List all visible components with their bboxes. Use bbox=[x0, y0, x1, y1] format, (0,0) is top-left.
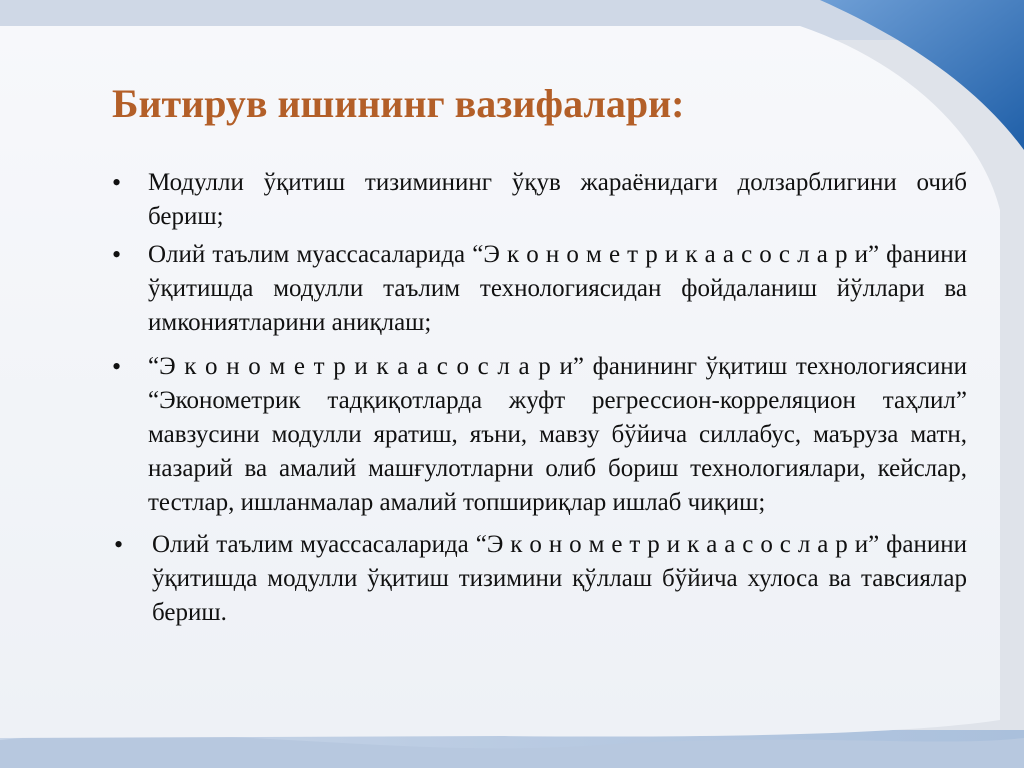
bullet-list bbox=[112, 166, 967, 630]
bullet-item-4: • Олий таълим муассасаларида “Э к о н о м е т р и к а а с о с л а р и” фанини ўқитишда модулли ўқитиш тизимини қўллаш бўйича хулоса ва тавсиялар бериш. bbox=[112, 528, 967, 630]
bullet-item-1: • Модулли ўқитиш тизимининг ўқув жараёнидаги долзарблигини очиб бериш; bbox=[112, 166, 967, 234]
bullet-item-2: • Олий таълим муассасаларида “Э к о н о м е т р и к а а с о с л а р и” фанини ўқитишда модулли таълим технологиясидан фойдаланиш йўллари ва имкониятларини аниқлаш; bbox=[112, 238, 967, 340]
slide-title: Битирув ишининг вазифалари: bbox=[112, 81, 685, 126]
bullet-item-3: • “Э к о н о м е т р и к а а с о с л а р и” фанининг ўқитиш технологиясини “Эконометрик тадқиқотларда жуфт регрессион-корреляцион таҳлил” мавзусини модулли яратиш, яъни, мавзу бўйича силлабус, маъруза матн, назарий ва амалий машғулотларни олиб бориш технологиялари, кейслар, тестлар, ишланмалар амалий топшириқлар ишлаб чиқиш; bbox=[112, 350, 967, 520]
